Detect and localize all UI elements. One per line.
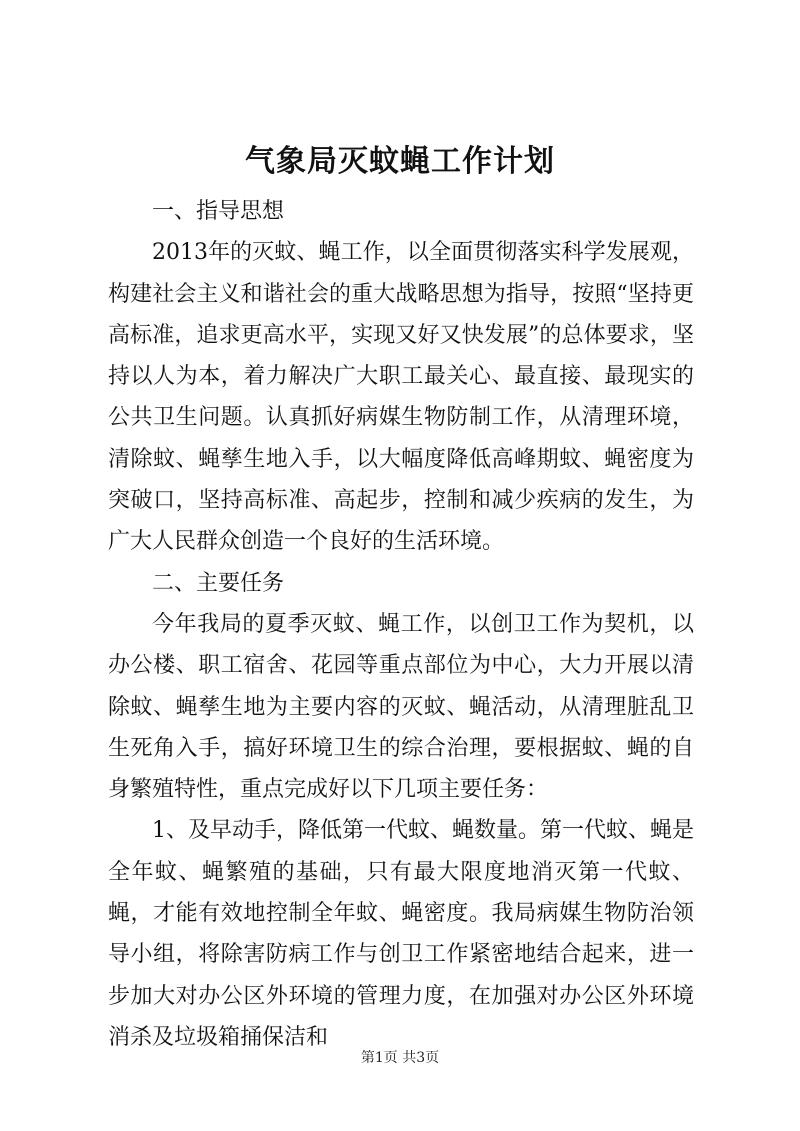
document-title: 气象局灭蚊蝇工作计划 [245,144,555,179]
section-heading-guiding-ideology: 一、指导思想 [152,199,285,224]
page-number-footer: 第1页 共3页 [360,1050,440,1066]
paragraph-guiding-ideology: 2013年的灭蚊、蝇工作，以全面贯彻落实科学发展观，构建社会主义和谐社会的重大战略思想为指导，按照“坚持更高标准，追求更高水平，实现又好又快发展”的总体要求，坚持以人为本，着力解决广大职工最关心、最直接、最现实的公共卫生问题。认真抓好病媒生物防制工作，从清理环境，清除蚊、蝇孳生地入手，以大幅度降低高峰期蚊、蝇密度为突破口，坚持高标准、高起步，控制和减少疾病的发生，为广大人民群众创造一个良好的生活环境。 [108,240,694,555]
document-body [108,191,694,1058]
paragraph-task-one: 1、及早动手，降低第一代蚊、蝇数量。第一代蚊、蝇是全年蚊、蝇繁殖的基础，只有最大限度地消灭第一代蚊、蝇，才能有效地控制全年蚊、蝇密度。我局病媒生物防治领导小组，将除害防病工作与创卫工作紧密地结合起来，进一步加大对办公区外环境的管理力度，在加强对办公区外环境消杀及垃圾箱捅保洁和 [108,818,694,1050]
section-heading-main-tasks: 二、主要任务 [152,570,285,596]
paragraph-main-tasks: 今年我局的夏季灭蚊、蝇工作，以创卫工作为契机，以办公楼、职工宿舍、花园等重点部位为中心，大力开展以清除蚊、蝇孳生地为主要内容的灭蚊、蝇活动，从清理脏乱卫生死角入手，搞好环境卫生的综合治理，要根据蚊、蝇的自身繁殖特性，重点完成好以下几项主要任务： [108,611,694,803]
